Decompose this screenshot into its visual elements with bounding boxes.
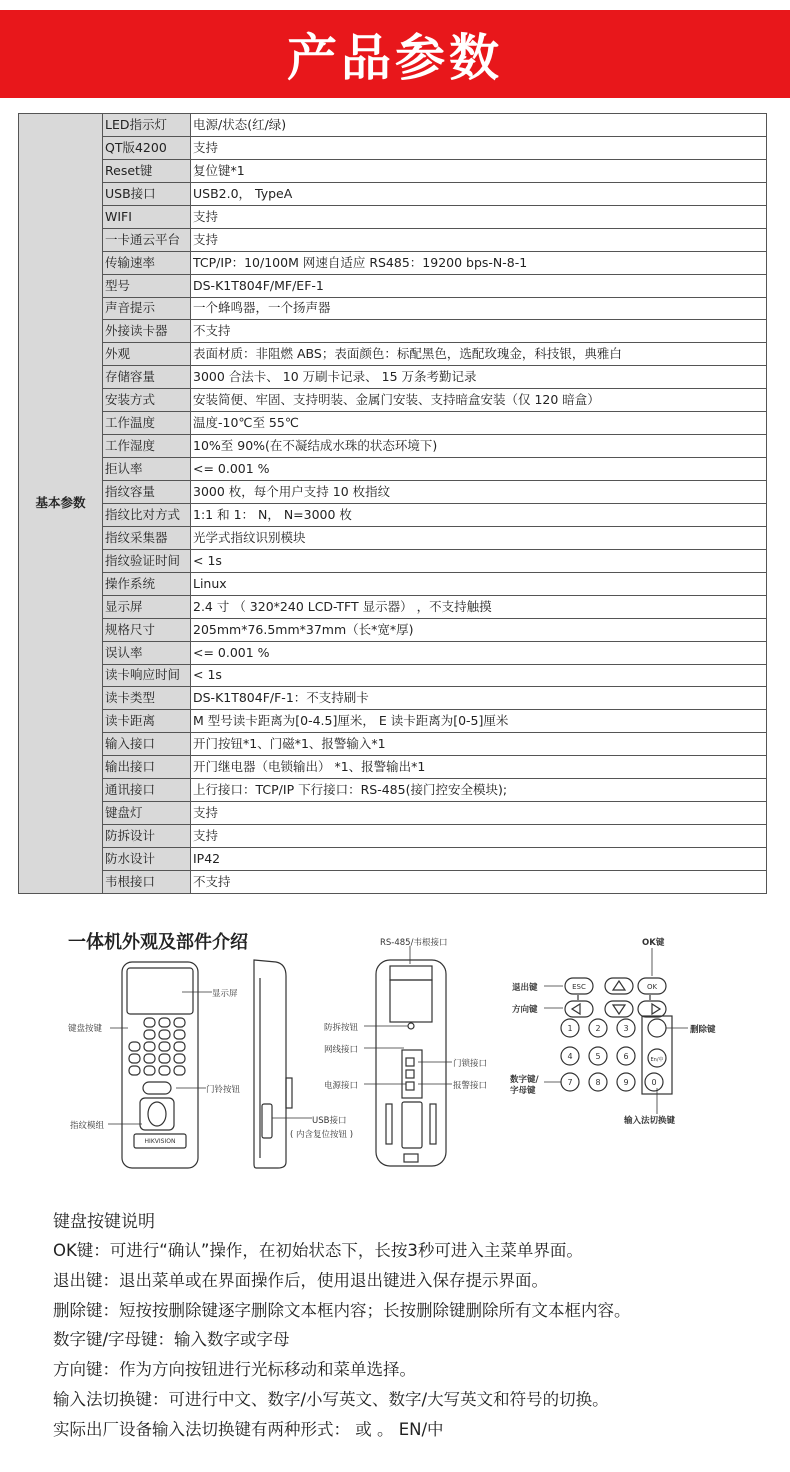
param-value: 不支持: [191, 870, 767, 893]
param-name: 误认率: [103, 641, 191, 664]
front-key: [129, 1054, 140, 1063]
device-back: [376, 960, 446, 1166]
table-row: [19, 848, 767, 871]
param-name: 读卡距离: [103, 710, 191, 733]
table-row: [19, 687, 767, 710]
front-key: [144, 1042, 155, 1051]
table-row: [19, 503, 767, 526]
table-row: [19, 228, 767, 251]
param-value: 2.4 寸 （ 320*240 LCD-TFT 显示器） ，不支持触摸: [191, 595, 767, 618]
label-exit-key: 退出键: [512, 983, 538, 993]
table-row: [19, 114, 767, 137]
param-value: 支持: [191, 205, 767, 228]
table-row: [19, 366, 767, 389]
table-row: [19, 320, 767, 343]
param-value: DS-K1T804F/F-1：不支持刷卡: [191, 687, 767, 710]
front-key: [174, 1054, 185, 1063]
table-row: [19, 733, 767, 756]
label-num-key: 数字键/: [510, 1075, 539, 1085]
esc-key-label: ESC: [572, 983, 586, 991]
param-name: 存储容量: [103, 366, 191, 389]
label-rs485: RS-485/韦根接口: [380, 938, 448, 948]
note-line: 数字键/字母键：输入数字或字母: [53, 1330, 290, 1350]
label-network: 网线接口: [324, 1045, 359, 1055]
table-row: [19, 297, 767, 320]
param-value: 开门按钮*1、门磁*1、报警输入*1: [191, 733, 767, 756]
param-value: < 1s: [191, 549, 767, 572]
table-row: [19, 251, 767, 274]
front-key: [144, 1030, 155, 1039]
digit-key-label: 7: [567, 1078, 573, 1087]
table-row: [19, 435, 767, 458]
param-value: 安装简便、牢固、支持明装、金属门安装、支持暗盒安装（仅 120 暗盒）: [191, 389, 767, 412]
front-key: [129, 1066, 140, 1075]
table-row: [19, 526, 767, 549]
label-display: 显示屏: [212, 989, 238, 999]
notes-title: 键盘按键说明: [53, 1212, 155, 1232]
param-value: 支持: [191, 825, 767, 848]
note-line: 输入法切换键：可进行中文、数字/小写英文、数字/大写英文和符号的切换。: [53, 1389, 609, 1409]
table-row: [19, 572, 767, 595]
param-value: Linux: [191, 572, 767, 595]
param-name: 工作湿度: [103, 435, 191, 458]
table-row: [19, 136, 767, 159]
param-value: 不支持: [191, 320, 767, 343]
note-line: 退出键：退出菜单或在界面操作后，使用退出键进入保存提示界面。: [53, 1270, 548, 1290]
label-ok-key: OK键: [642, 938, 665, 948]
label-power: 电源接口: [324, 1081, 359, 1091]
param-name: 外接读卡器: [103, 320, 191, 343]
param-name: 显示屏: [103, 595, 191, 618]
param-name: 防拆设计: [103, 825, 191, 848]
param-value: <= 0.001 %: [191, 458, 767, 481]
note-line: OK键：可进行“确认”操作，在初始状态下，长按3秒可进入主菜单界面。: [53, 1241, 583, 1260]
label-dir-key: 方向键: [512, 1005, 538, 1015]
param-name: 型号: [103, 274, 191, 297]
param-value: 开门继电器（电锁输出） *1、报警输出*1: [191, 756, 767, 779]
param-value: 复位键*1: [191, 159, 767, 182]
front-key: [159, 1018, 170, 1027]
param-value: 支持: [191, 136, 767, 159]
param-name: 拒认率: [103, 458, 191, 481]
param-name: 安装方式: [103, 389, 191, 412]
device-drawing: [0, 918, 790, 1180]
front-key: [129, 1042, 140, 1051]
param-value: 205mm*76.5mm*37mm（长*宽*厚): [191, 618, 767, 641]
param-value: 一个蜂鸣器，一个扬声器: [191, 297, 767, 320]
diagram-title: 一体机外观及部件介绍: [68, 932, 248, 953]
table-row: [19, 802, 767, 825]
param-name: 规格尺寸: [103, 618, 191, 641]
param-name: 读卡响应时间: [103, 664, 191, 687]
param-name: 工作温度: [103, 412, 191, 435]
param-value: USB2.0， TypeA: [191, 182, 767, 205]
table-row: [19, 412, 767, 435]
param-value: 温度-10℃至 55℃: [191, 412, 767, 435]
param-name: LED指示灯: [103, 114, 191, 137]
label-tamper: 防拆按钮: [324, 1023, 359, 1033]
header-banner: [0, 10, 790, 98]
table-row: [19, 710, 767, 733]
key-notes: [53, 1208, 773, 1445]
front-key: [174, 1018, 185, 1027]
digit-key-label: 5: [595, 1052, 601, 1061]
table-row: [19, 756, 767, 779]
param-value: 电源/状态(红/绿): [191, 114, 767, 137]
digit-key-label: 4: [567, 1052, 573, 1061]
table-row: [19, 825, 767, 848]
table-row: [19, 779, 767, 802]
front-key: [144, 1066, 155, 1075]
param-name: 操作系统: [103, 572, 191, 595]
table-row: [19, 274, 767, 297]
param-name: QT版4200: [103, 136, 191, 159]
note-line: 方向键：作为方向按钮进行光标移动和菜单选择。: [53, 1360, 416, 1380]
table-row: [19, 618, 767, 641]
param-value: M 型号读卡距离为[0-4.5]厘米， E 读卡距离为[0-5]厘米: [191, 710, 767, 733]
param-value: IP42: [191, 848, 767, 871]
param-name: 指纹比对方式: [103, 503, 191, 526]
front-key: [174, 1030, 185, 1039]
param-name: 韦根接口: [103, 870, 191, 893]
param-name: 读卡类型: [103, 687, 191, 710]
param-value: 10%至 90%(在不凝结成水珠的状态环境下): [191, 435, 767, 458]
parts-diagram: [0, 918, 790, 1180]
param-value: DS-K1T804F/MF/EF-1: [191, 274, 767, 297]
param-name: 输入接口: [103, 733, 191, 756]
device-side: [254, 960, 292, 1168]
label-lock: 门锁接口: [453, 1059, 488, 1069]
switch-key-label: En/中: [650, 1057, 664, 1063]
table-row: [19, 182, 767, 205]
param-name: 传输速率: [103, 251, 191, 274]
front-key: [159, 1030, 170, 1039]
table-row: [19, 549, 767, 572]
keypad-detail: [561, 978, 672, 1094]
callout-lines: [108, 946, 688, 1124]
table-row: [19, 641, 767, 664]
label-doorbell: 门铃按钮: [206, 1085, 241, 1095]
param-name: 指纹验证时间: [103, 549, 191, 572]
front-key: [159, 1042, 170, 1051]
digit-key-label: 6: [623, 1052, 629, 1061]
param-value: 支持: [191, 228, 767, 251]
param-name: WIFI: [103, 205, 191, 228]
param-name: 一卡通云平台: [103, 228, 191, 251]
note-line: 删除键：短按按删除键逐字删除文本框内容；长按删除键删除所有文本框内容。: [53, 1300, 631, 1320]
table-row: [19, 205, 767, 228]
param-name: 外观: [103, 343, 191, 366]
param-value: <= 0.001 %: [191, 641, 767, 664]
param-value: 1:1 和 1： N， N=3000 枚: [191, 503, 767, 526]
front-key: [144, 1018, 155, 1027]
label-keypad: 键盘按键: [68, 1024, 103, 1034]
param-name: Reset键: [103, 159, 191, 182]
note-line: 实际出厂设备输入法切换键有两种形式： 或 。 EN/中: [53, 1419, 444, 1439]
table-row: [19, 870, 767, 893]
digit-key-label: 1: [567, 1024, 573, 1033]
delete-key: [648, 1019, 666, 1037]
param-name: 键盘灯: [103, 802, 191, 825]
ok-key-label: OK: [646, 983, 658, 991]
digit-key-label: 2: [595, 1024, 601, 1033]
digit-key-label: 3: [623, 1024, 629, 1033]
table-row: [19, 389, 767, 412]
front-key: [159, 1054, 170, 1063]
param-name: 指纹采集器: [103, 526, 191, 549]
param-value: 上行接口：TCP/IP 下行接口：RS-485(接门控安全模块);: [191, 779, 767, 802]
label-alarm: 报警接口: [453, 1081, 488, 1091]
table-row: [19, 664, 767, 687]
label-delete-key: 删除键: [690, 1025, 716, 1035]
param-value: < 1s: [191, 664, 767, 687]
group-label: 基本参数: [19, 114, 103, 894]
spec-table: [18, 113, 767, 894]
param-name: 防水设计: [103, 848, 191, 871]
table-row: [19, 159, 767, 182]
label-usb: USB接口: [312, 1116, 347, 1126]
page-title: 产品参数: [287, 29, 503, 87]
param-value: 3000 枚，每个用户支持 10 枚指纹: [191, 481, 767, 504]
label-alpha-key: 字母键: [510, 1086, 536, 1096]
table-row: [19, 458, 767, 481]
front-key: [174, 1066, 185, 1075]
label-fingerprint: 指纹模组: [70, 1121, 105, 1131]
table-row: [19, 595, 767, 618]
brand-logo: HIKVISION: [144, 1138, 176, 1145]
label-ime-key: 输入法切换键: [624, 1116, 676, 1126]
table-row: [19, 343, 767, 366]
front-key: [144, 1054, 155, 1063]
param-name: 通讯接口: [103, 779, 191, 802]
label-usb-note: ( 内含复位按钮 ): [290, 1130, 354, 1140]
digit-key-label: 0: [651, 1078, 657, 1087]
table-row: [19, 481, 767, 504]
param-value: 表面材质：非阻燃 ABS；表面颜色：标配黑色，选配玫瑰金，科技银，典雅白: [191, 343, 767, 366]
param-value: TCP/IP：10/100M 网速自适应 RS485：19200 bps-N-8-1: [191, 251, 767, 274]
digit-key-label: 9: [623, 1078, 629, 1087]
param-value: 光学式指纹识别模块: [191, 526, 767, 549]
param-name: USB接口: [103, 182, 191, 205]
param-name: 指纹容量: [103, 481, 191, 504]
param-value: 3000 合法卡、 10 万刷卡记录、 15 万条考勤记录: [191, 366, 767, 389]
front-key: [159, 1066, 170, 1075]
param-name: 输出接口: [103, 756, 191, 779]
param-name: 声音提示: [103, 297, 191, 320]
digit-key-label: 8: [595, 1078, 601, 1087]
param-value: 支持: [191, 802, 767, 825]
front-key: [174, 1042, 185, 1051]
